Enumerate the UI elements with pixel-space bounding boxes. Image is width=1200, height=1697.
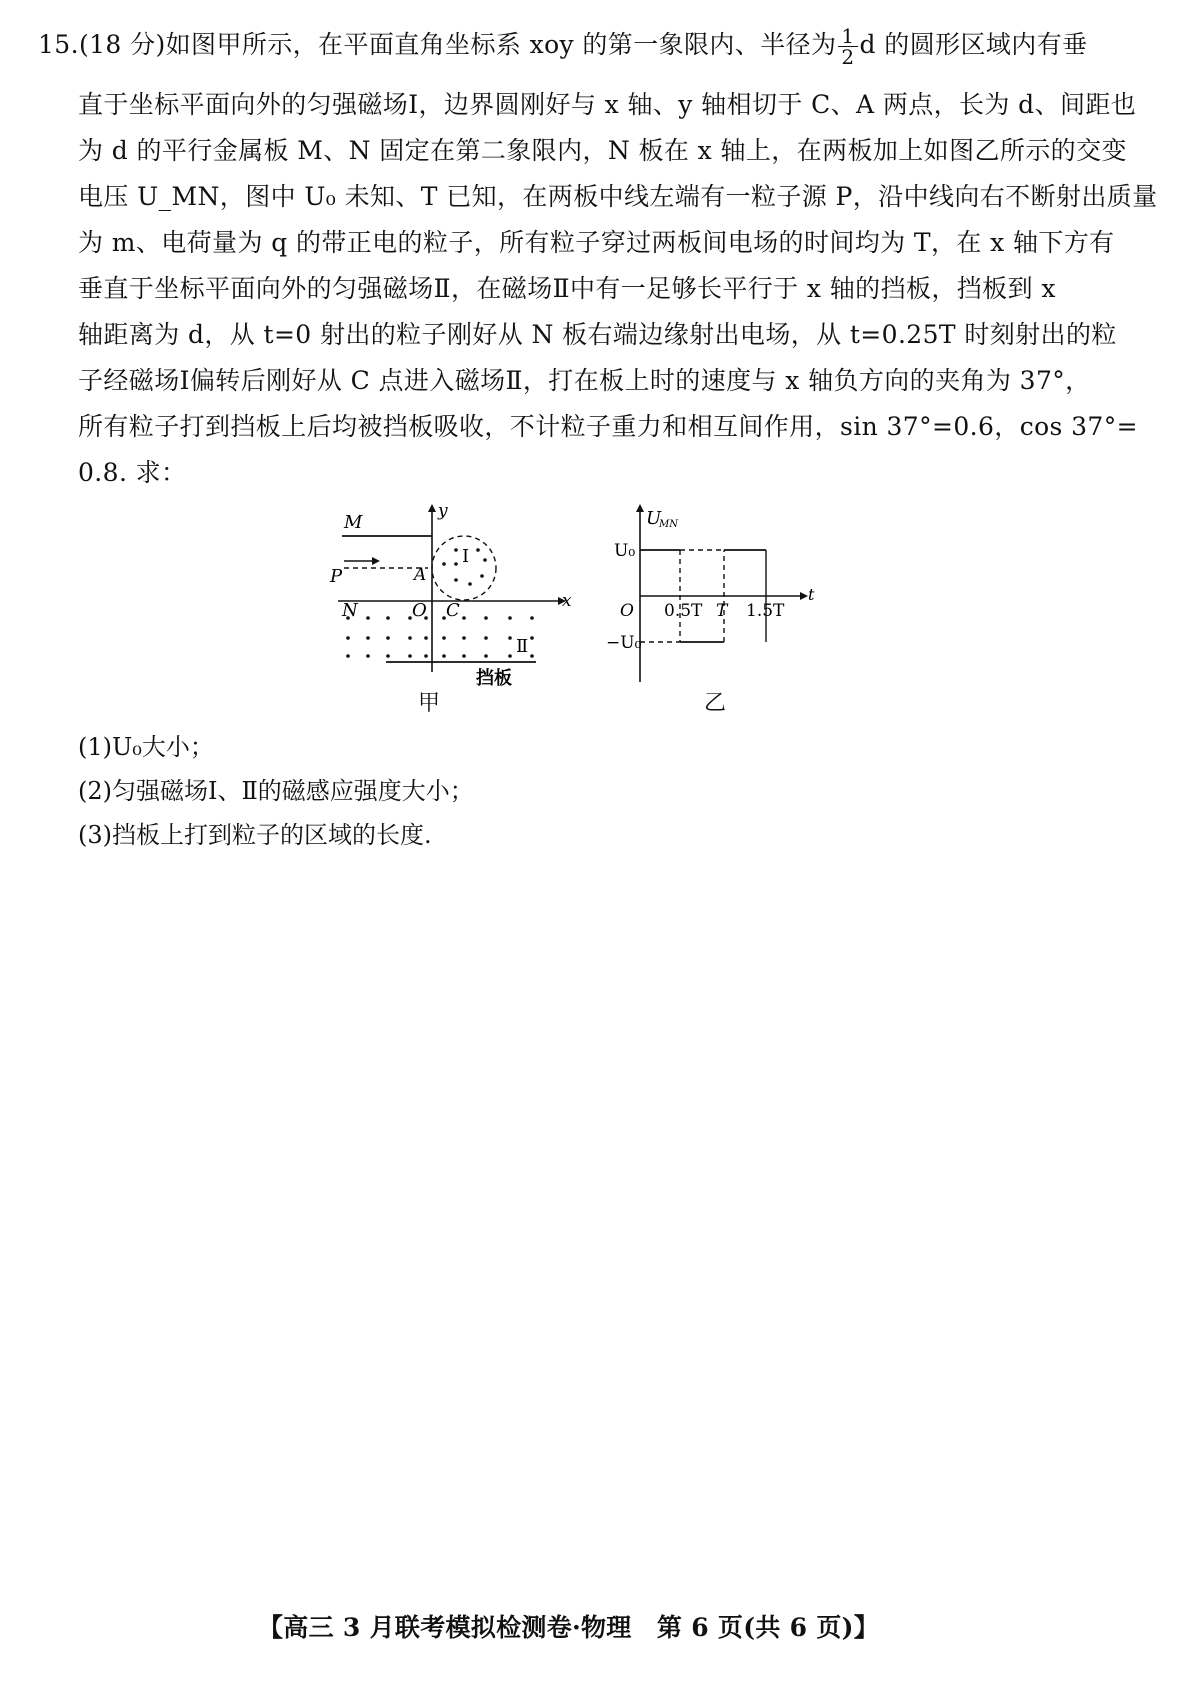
label-o: O [412, 600, 427, 621]
tick-T: T [716, 601, 728, 621]
problem-line-8: 子经磁场Ⅰ偏转后刚好从 C 点进入磁场Ⅱ，打在板上时的速度与 x 轴负方向的夹角为 37°， [78, 366, 1091, 395]
problem-line-3: 为 d 的平行金属板 M、N 固定在第二象限内，N 板在 x 轴上，在两板加上如图乙所示的交变 [78, 136, 1127, 165]
ylabel-sub: MN [659, 519, 678, 530]
label-p: P [330, 566, 343, 587]
problem-line-2: 直于坐标平面向外的匀强磁场Ⅰ，边界圆刚好与 x 轴、y 轴相切于 C、A 两点，长为 d、间距也 [78, 90, 1137, 119]
label-origin: O [620, 601, 634, 621]
fraction-numerator: 1 [838, 26, 857, 47]
problem-line-1a: 如图甲所示，在平面直角坐标系 xoy 的第一象限内、半径为 [165, 30, 837, 59]
figure-yi [606, 500, 842, 716]
label-c: C [446, 600, 460, 621]
label-x: x [562, 591, 572, 611]
t-axis-arrowhead [800, 592, 808, 600]
source-arrowhead [372, 557, 380, 565]
u-axis-arrowhead [636, 504, 644, 512]
caption-jia: 甲 [418, 691, 441, 716]
y-axis-arrowhead [428, 504, 436, 512]
label-field-2: Ⅱ [516, 636, 529, 657]
question-1: (1)U₀大小； [78, 733, 214, 761]
problem-line-6: 垂直于坐标平面向外的匀强磁场Ⅱ，在磁场Ⅱ中有一足够长平行于 x 轴的挡板，挡板到 x [78, 274, 1056, 303]
tick-0.5T: 0.5T [664, 601, 703, 621]
label-a: A [414, 565, 427, 585]
fraction-denominator: 2 [841, 45, 855, 69]
label-field-1: Ⅰ [462, 546, 470, 567]
figure-yi-graph [606, 500, 842, 700]
tick-1.5T: 1.5T [746, 601, 785, 621]
problem-line-4: 电压 U_MN，图中 U₀ 未知、T 已知，在两板中线左端有一粒子源 P，沿中线向右不断射出质量 [78, 182, 1158, 211]
figure-jia-diagram [330, 500, 590, 720]
problem-line-9: 所有粒子打到挡板上后均被挡板吸收，不计粒子重力和相互间作用，sin 37°=0.6，cos 37°= [78, 412, 1138, 441]
label-y: y [438, 501, 448, 521]
label-m: M [344, 512, 363, 533]
problem-number: 15. [38, 30, 79, 59]
label-n: N [342, 600, 358, 621]
tick-u0: U₀ [614, 541, 636, 561]
question-3: (3)挡板上打到粒子的区域的长度. [78, 821, 432, 849]
problem-line-5: 为 m、电荷量为 q 的带正电的粒子，所有粒子穿过两板间电场的时间均为 T，在 x 轴下方有 [78, 228, 1115, 257]
problem-line-1 [38, 26, 1088, 67]
label-baffle: 挡板 [476, 668, 512, 689]
problem-line-7: 轴距离为 d，从 t=0 射出的粒子刚好从 N 板右端边缘射出电场，从 t=0.25T 时刻射出的粒 [78, 320, 1117, 349]
problem-line-10: 0.8. 求： [78, 458, 187, 487]
xlabel-t: t [808, 585, 815, 604]
field-2-dots [346, 616, 534, 658]
tick-neg-u0: −U₀ [606, 633, 642, 653]
problem-line-1b: d 的圆形区域内有垂 [859, 30, 1088, 59]
caption-yi: 乙 [704, 691, 727, 716]
question-2: (2)匀强磁场Ⅰ、Ⅱ的磁感应强度大小； [78, 777, 474, 805]
problem-score: (18 分) [78, 30, 166, 59]
ylabel-u: U [646, 508, 662, 529]
page-footer: 【高三 3 月联考模拟检测卷·物理 第 6 页(共 6 页)】 [258, 1613, 880, 1642]
fraction-half [838, 26, 857, 67]
figure-jia [330, 500, 590, 724]
